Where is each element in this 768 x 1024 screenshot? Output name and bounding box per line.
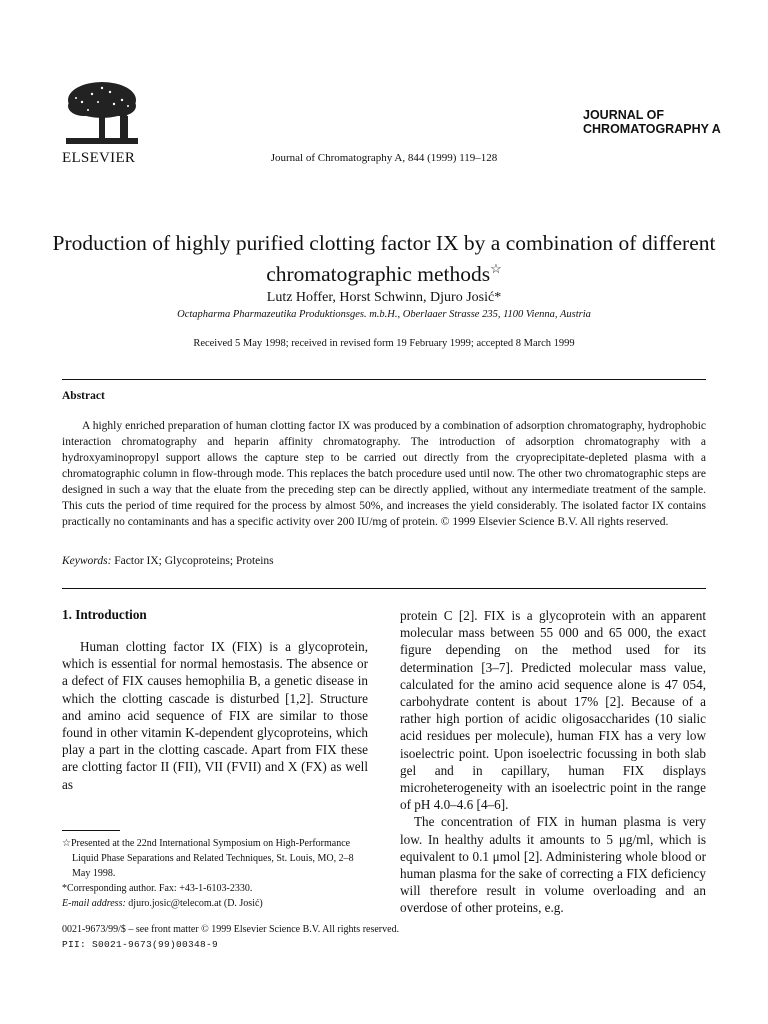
- journal-brand: [583, 108, 721, 136]
- author-list: Lutz Hoffer, Horst Schwinn, Djuro Josić*: [266, 290, 502, 305]
- abstract-text: A highly enriched preparation of human clotting factor IX was produced by a combination of adsorption chromatography, hydrophobic interaction chromatography and heparin affinity chromatography. The introduction of adsorption chromatography with a hydroxyaminopropyl support allows the capture step to be carried out directly from the cryoprecipitate-depleted plasma with a chromatographic column in flow-through mode. This replaces the batch procedure used until now. The other two chromatographic steps are designed in such a way that the eluate from the preceding step can be directly applied, without any intermediate treatment of the sample. This cuts the period of time required for the process by almost 50%, and increases the yield considerably. The isolated factor IX contains practically no contaminants and has a specific activity over 200 IU/mg of protein. © 1999 Elsevier Science B.V. All rights reserved.: [62, 420, 706, 528]
- title-footnote-mark: ☆: [490, 261, 502, 276]
- right-column: [400, 607, 706, 917]
- article-dates: Received 5 May 1998; received in revised form 19 February 1999; accepted 8 March 1999: [193, 338, 575, 349]
- article-title-text: Production of highly purified clotting factor IX by a combination of different chromatographic methods: [52, 231, 716, 287]
- abstract-heading: Abstract: [62, 390, 105, 402]
- keywords-label: Keywords:: [62, 555, 112, 567]
- footnote-rule: [62, 830, 120, 831]
- affiliation: Octapharma Pharmazeutika Produktionsges. m.b.H., Oberlaaer Strasse 235, 1100 Vienna, Austria: [177, 309, 591, 320]
- right-column-paragraph-2: The concentration of FIX in human plasma is very low. In healthy adults it amounts to 5 μg/ml, which is equivalent to 0.1 μmol [2]. Administering whole blood or human plasma for the sake of correcting a FIX deficiency will therefore result in volume overloading and an overdose of other proteins, e.g.: [400, 814, 706, 916]
- section-heading-introduction: 1. Introduction: [62, 607, 147, 622]
- left-column-text: Human clotting factor IX (FIX) is a glycoprotein, which is essential for normal hemostasis. The absence or a defect of FIX causes hemophilia B, a genetic disease in which the clotting cascade is disturbed [1,2]. Structure and amino acid sequence of FIX are similar to those found in other vitamin K-dependent glycoproteins, which play a part in the clotting cascade. Apart from FIX these are clotting factor II (FII), VII (FVII) and X (FX) as well as: [62, 639, 368, 792]
- footnote-email: [62, 896, 368, 911]
- keywords-value: Factor IX; Glycoproteins; Proteins: [114, 555, 274, 567]
- elsevier-tree-logo-icon: [62, 80, 142, 148]
- publisher-name: ELSEVIER: [62, 150, 136, 166]
- pii-line: PII: S0021-9673(99)00348-9: [62, 939, 219, 950]
- keywords: [62, 555, 274, 567]
- journal-brand-line-1: JOURNAL OF: [583, 108, 665, 122]
- journal-citation: Journal of Chromatography A, 844 (1999) 119–128: [270, 152, 498, 164]
- abstract-top-rule: [62, 379, 706, 380]
- footnote-presented: ☆Presented at the 22nd International Symposium on High-Performance Liquid Phase Separations and Related Techniques, St. Louis, MO, 2–8 May 1998.: [62, 838, 354, 879]
- footnote-corresponding-author: *Corresponding author. Fax: +43-1-6103-2330.: [62, 883, 253, 894]
- page-footer: [62, 922, 399, 952]
- journal-brand-line-2: CHROMATOGRAPHY A: [583, 122, 721, 136]
- footnotes: [62, 836, 368, 911]
- email-value: djuro.josic@telecom.at (D. Josić): [128, 898, 263, 909]
- copyright-line: 0021-9673/99/$ – see front matter © 1999 Elsevier Science B.V. All rights reserved.: [62, 924, 400, 935]
- abstract-bottom-rule: [62, 588, 706, 589]
- article-title: [40, 230, 728, 287]
- right-column-paragraph-1: protein C [2]. FIX is a glycoprotein with an apparent molecular mass between 55 000 and 65 000, the exact figure depending on the method used for its determination [3–7]. Predicted molecular mass value, calculated for the amino acid sequence alone is 47 054, carbohydrate content is about 17% [2]. Because of a rather high portion of acidic oligosaccharides (10 sialic acid residues per molecule), human FIX has a very low isoelectric point. Upon isoelectric focussing in both slab gel and in capillary, human FIX displays microheterogeneity with an isoelectric point in the range of pH 4.0–4.6 [4–6].: [400, 608, 706, 813]
- email-label: E-mail address:: [62, 898, 126, 909]
